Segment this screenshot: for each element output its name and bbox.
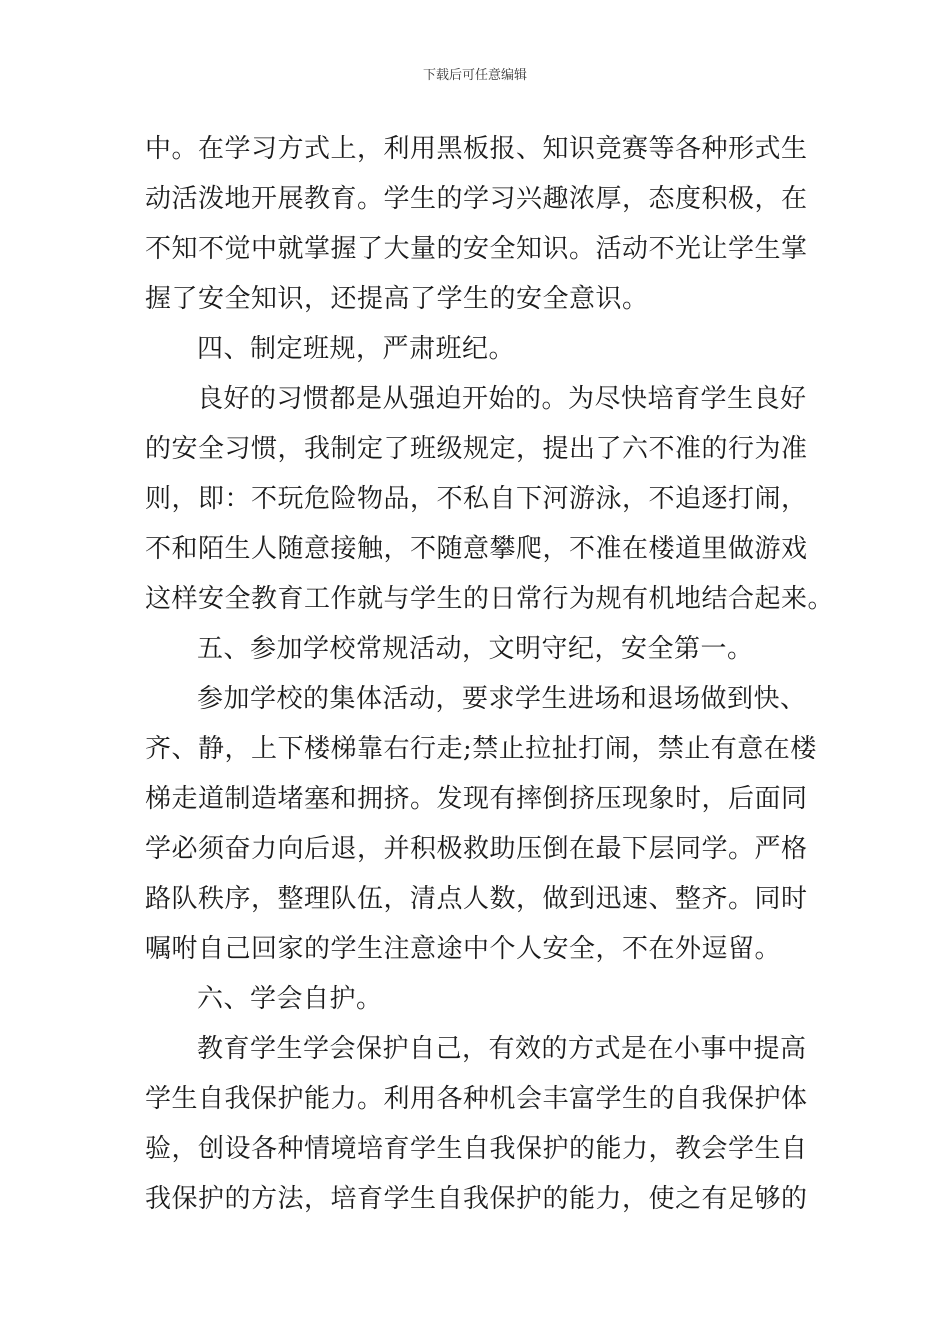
text-line: 齐、静，上下楼梯靠右行走;禁止拉扯打闹，禁止有意在楼: [145, 734, 817, 764]
text-line: 握了安全知识，还提高了学生的安全意识。: [145, 284, 649, 314]
text-line: 学必须奋力向后退，并积极救助压倒在最下层同学。严格: [145, 834, 808, 864]
text-line: 良好的习惯都是从强迫开始的。为尽快培育学生良好: [197, 384, 807, 414]
text-line: 则，即：不玩危险物品，不私自下河游泳，不追逐打闹，: [145, 484, 808, 514]
text-line: 这样安全教育工作就与学生的日常行为规有机地结合起来。: [145, 584, 835, 614]
section-heading: 六、学会自护。: [197, 984, 383, 1014]
text-line: 学生自我保护能力。利用各种机会丰富学生的自我保护体: [145, 1084, 808, 1114]
section-heading: 四、制定班规，严肃班纪。: [197, 334, 516, 364]
text-line: 不和陌生人随意接触，不随意攀爬，不准在楼道里做游戏: [145, 534, 808, 564]
page-header: 下载后可任意编辑: [422, 68, 527, 83]
text-line: 路队秩序，整理队伍，清点人数，做到迅速、整齐。同时: [145, 884, 808, 914]
text-line: 动活泼地开展教育。学生的学习兴趣浓厚，态度积极，在: [145, 184, 808, 214]
text-line: 教育学生学会保护自己，有效的方式是在小事中提高: [197, 1034, 807, 1064]
document-body: [145, 124, 835, 1224]
text-line: 我保护的方法，培育学生自我保护的能力，使之有足够的: [145, 1184, 808, 1214]
text-line: 验，创设各种情境培育学生自我保护的能力，教会学生自: [145, 1134, 808, 1164]
section-heading: 五、参加学校常规活动，文明守纪，安全第一。: [197, 634, 754, 664]
text-line: 参加学校的集体活动，要求学生进场和退场做到快、: [197, 684, 807, 714]
text-line: 不知不觉中就掌握了大量的安全知识。活动不光让学生掌: [145, 234, 808, 264]
text-line: 中。在学习方式上，利用黑板报、知识竞赛等各种形式生: [145, 134, 808, 164]
text-line: 嘱咐自己回家的学生注意途中个人安全，不在外逗留。: [145, 934, 782, 964]
text-line: 的安全习惯，我制定了班级规定，提出了六不准的行为准: [145, 434, 808, 464]
text-line: 梯走道制造堵塞和拥挤。发现有摔倒挤压现象时，后面同: [145, 784, 808, 814]
